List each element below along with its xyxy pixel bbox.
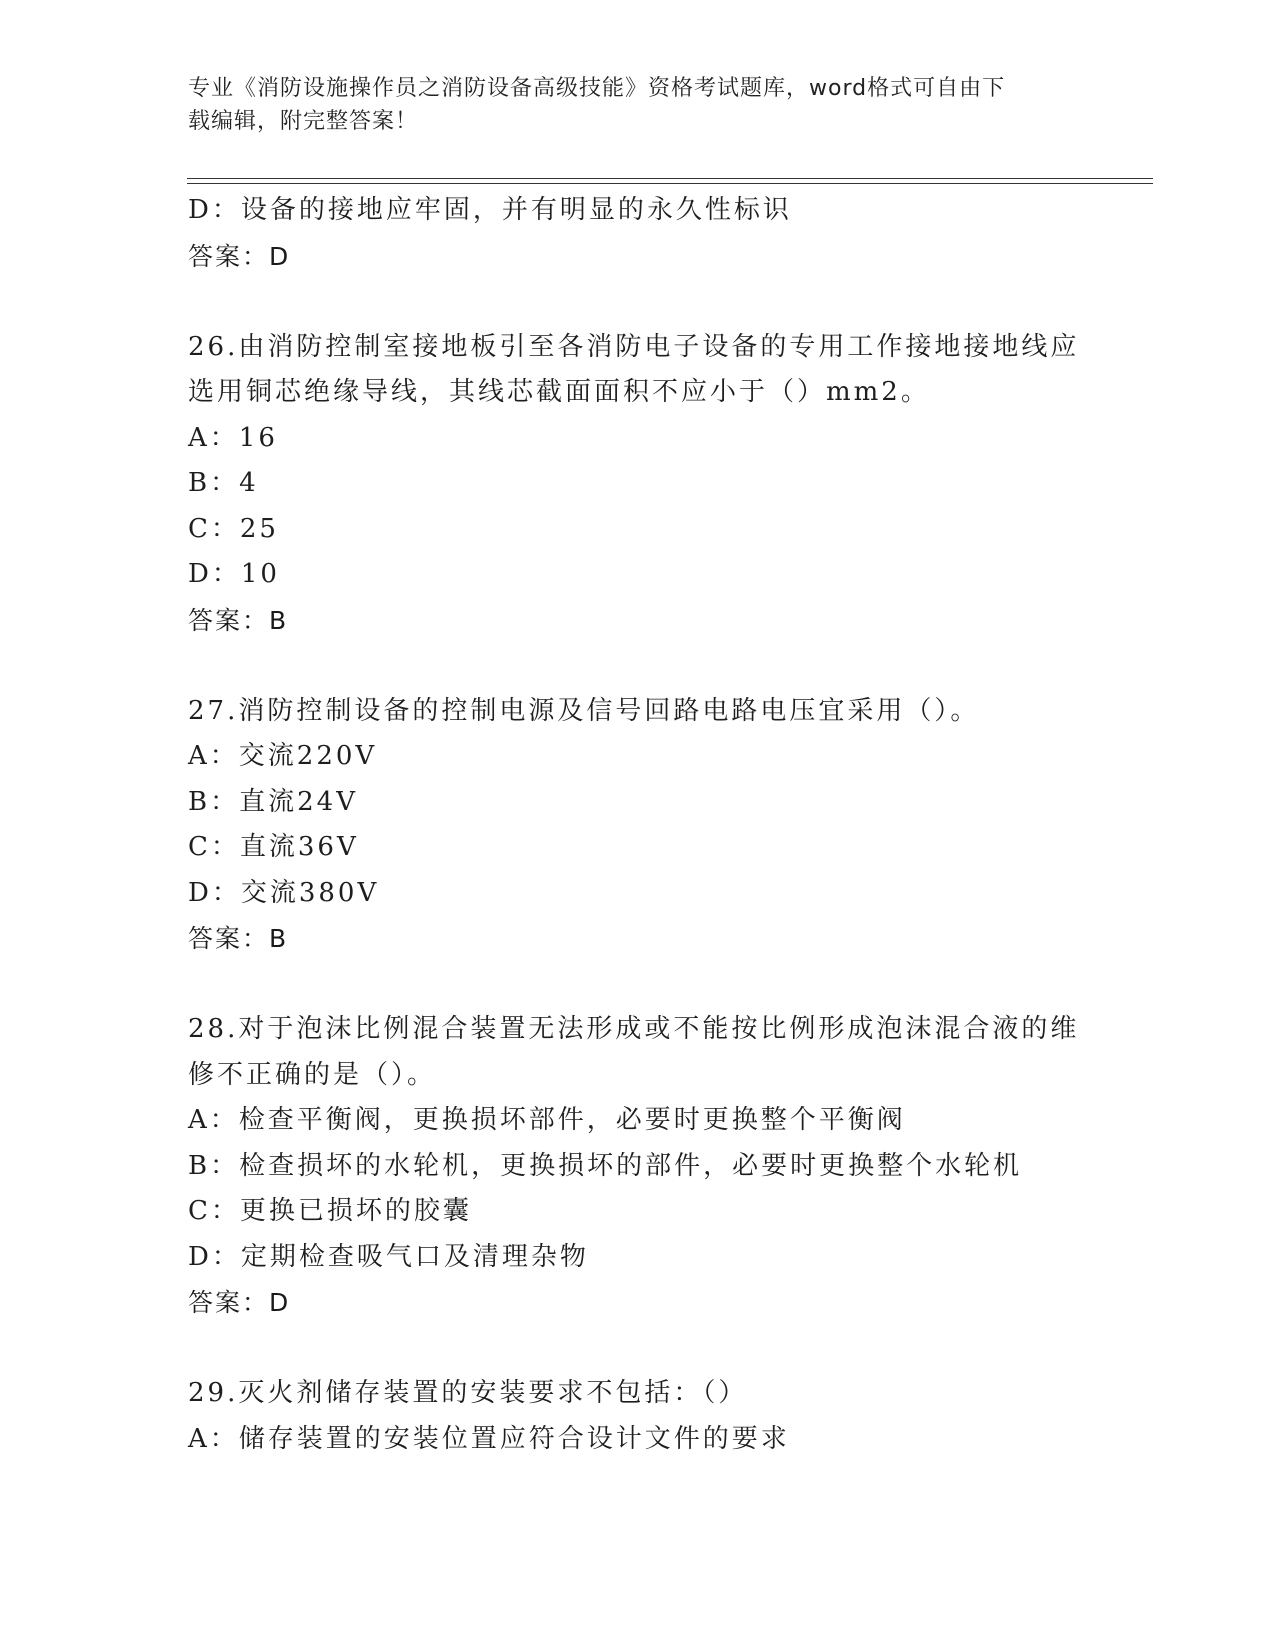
question-28 <box>188 1007 1088 1326</box>
question-stem: 选用铜芯绝缘导线，其线芯截面面积不应小于（）mm2。 <box>188 377 930 407</box>
question-stem: 27.消防控制设备的控制电源及信号回路电路电压宜采用（）。 <box>188 695 980 726</box>
option-d: D：10 <box>188 559 280 589</box>
question-stem: 28.对于泡沫比例混合装置无法形成或不能按比例形成泡沫混合液的维 <box>188 1014 1080 1044</box>
option-a: A：16 <box>188 422 278 453</box>
header-line-1: 专业《消防设施操作员之消防设备高级技能》资格考试题库，word格式可自由下 <box>188 76 1006 101</box>
option-d: D：定期检查吸气口及清理杂物 <box>188 1241 589 1272</box>
option-a: A：交流220V <box>188 741 378 771</box>
option-c: C：25 <box>188 513 279 544</box>
question-26 <box>188 325 1088 644</box>
question-27 <box>188 689 1088 962</box>
option-b: B：直流24V <box>188 786 358 817</box>
option-b: B：检查损坏的水轮机，更换损坏的部件，必要时更换整个水轮机 <box>188 1150 1023 1181</box>
header-line-2: 载编辑，附完整答案！ <box>188 109 419 134</box>
header-divider-bottom <box>187 183 1153 184</box>
question-stem: 26.由消防控制室接地板引至各消防电子设备的专用工作接地接地线应 <box>188 331 1080 362</box>
option-c: C：更换已损坏的胶囊 <box>188 1196 472 1226</box>
header-divider-top <box>187 178 1153 179</box>
question-stem: 修不正确的是（）。 <box>188 1059 437 1090</box>
question-stem: 29.灭火剂储存装置的安装要求不包括：（） <box>188 1378 748 1408</box>
option-d: D：交流380V <box>188 877 380 908</box>
page-header <box>188 72 1068 138</box>
question-fragment <box>188 188 1088 279</box>
answer: 答案：B <box>188 605 289 635</box>
answer: 答案：D <box>188 1288 291 1317</box>
option-a: A：检查平衡阀，更换损坏部件，必要时更换整个平衡阀 <box>188 1105 906 1135</box>
option-a: A：储存装置的安装位置应符合设计文件的要求 <box>188 1423 790 1454</box>
option-b: B：4 <box>188 468 259 498</box>
option-d: D：设备的接地应牢固，并有明显的永久性标识 <box>188 195 792 225</box>
answer: 答案：D <box>188 241 291 271</box>
question-29 <box>188 1371 1088 1462</box>
answer: 答案：B <box>188 924 289 953</box>
question-list <box>188 188 1088 1462</box>
option-c: C：直流36V <box>188 832 359 862</box>
